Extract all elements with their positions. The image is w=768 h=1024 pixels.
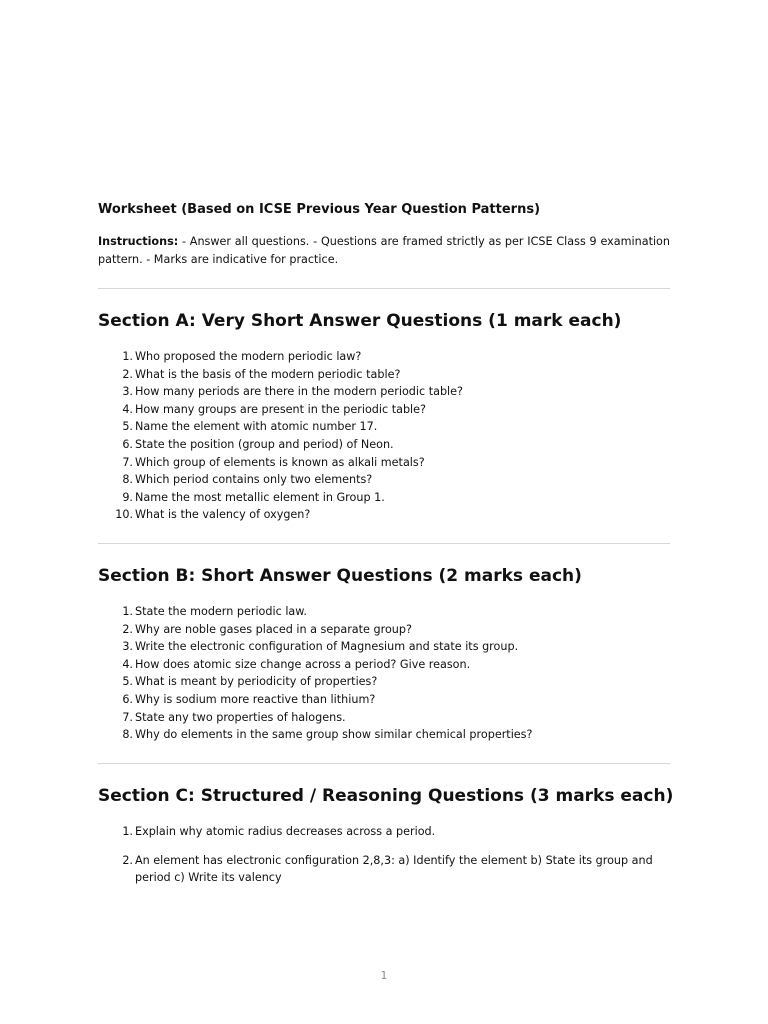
question-item: 1. Who proposed the modern periodic law? bbox=[122, 350, 362, 363]
question-item: 8. Why do elements in the same group show similar chemical properties? bbox=[122, 728, 533, 742]
question-item: 1. State the modern periodic law. bbox=[122, 605, 307, 618]
instructions bbox=[98, 233, 670, 268]
question-item: 10. What is the valency of oxygen? bbox=[115, 508, 311, 522]
question-item: 7. Which group of elements is known as alkali metals? bbox=[122, 455, 425, 469]
section-c-questions bbox=[98, 823, 670, 887]
question-item: 4. How many groups are present in the periodic table? bbox=[122, 402, 426, 416]
section-c-title: Section C: Structured / Reasoning Questions (3 marks each) bbox=[98, 786, 674, 806]
question-item: 6. State the position (group and period) of Neon. bbox=[122, 437, 394, 451]
question-item: 8. Which period contains only two elements? bbox=[122, 473, 373, 487]
section-a-questions bbox=[98, 348, 670, 524]
instructions-text: - Answer all questions. - Questions are framed strictly as per ICSE Class 9 examination pattern. - Marks are indicative for practice. bbox=[98, 235, 670, 266]
question-item: 5. What is meant by periodicity of properties? bbox=[122, 675, 378, 689]
section-b-questions bbox=[98, 603, 670, 744]
section-a-title: Section A: Very Short Answer Questions (1 mark each) bbox=[98, 311, 622, 331]
question-item: 2. Why are noble gases placed in a separate group? bbox=[122, 622, 412, 636]
page-number: 1 bbox=[380, 970, 388, 982]
divider bbox=[98, 543, 670, 544]
question-item: 2. An element has electronic configuration 2,8,3: a) Identify the element b) State its group and period c) Write its valency bbox=[122, 853, 653, 885]
question-item: 7. State any two properties of halogens. bbox=[122, 710, 346, 724]
question-item: 1. Explain why atomic radius decreases across a period. bbox=[122, 825, 436, 838]
question-item: 5. Name the element with atomic number 17. bbox=[122, 420, 378, 434]
instructions-label: Instructions: bbox=[98, 235, 179, 248]
question-item: 3. How many periods are there in the modern periodic table? bbox=[122, 385, 463, 399]
question-item: 3. Write the electronic configuration of Magnesium and state its group. bbox=[122, 640, 519, 654]
divider bbox=[98, 288, 670, 289]
question-item: 9. Name the most metallic element in Group 1. bbox=[122, 490, 385, 504]
worksheet-title: Worksheet (Based on ICSE Previous Year Question Patterns) bbox=[98, 202, 541, 217]
section-b-title: Section B: Short Answer Questions (2 marks each) bbox=[98, 566, 582, 586]
question-item: 2. What is the basis of the modern periodic table? bbox=[122, 367, 401, 381]
question-item: 4. How does atomic size change across a period? Give reason. bbox=[122, 657, 471, 671]
divider bbox=[98, 763, 670, 764]
question-item: 6. Why is sodium more reactive than lithium? bbox=[122, 692, 376, 706]
